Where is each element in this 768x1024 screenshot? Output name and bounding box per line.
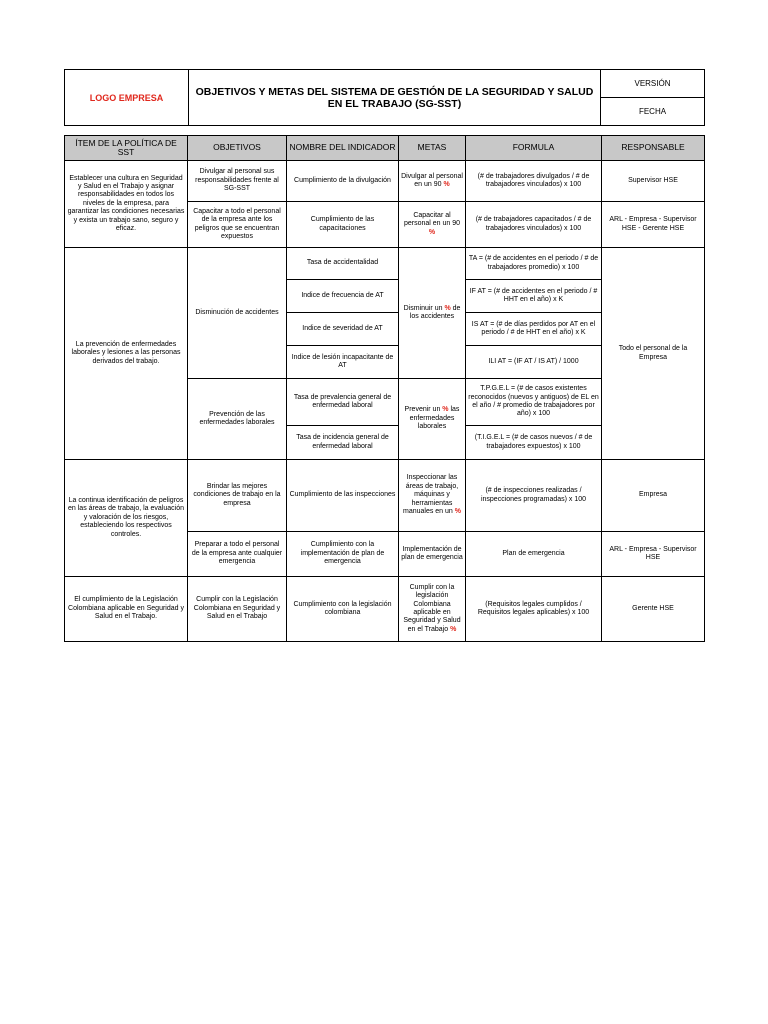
objective-cell: Divulgar al personal sus responsabilidades frente al SG-SST (188, 161, 287, 202)
formula-cell: (# de trabajadores capacitados / # de trabajadores vinculados) x 100 (466, 202, 602, 248)
table-row (65, 460, 705, 532)
percent-mark: % (450, 625, 457, 633)
indicator-cell: Cumplimiento con la implementación de plan de emergencia (287, 532, 399, 577)
goal-text-suffix: las enfermedades laborales (409, 406, 460, 431)
logo-placeholder: LOGO EMPRESA (65, 70, 189, 126)
indicator-cell: Cumplimiento de la divulgación (287, 161, 399, 202)
goal-cell (399, 379, 466, 460)
indicator-cell: Cumplimiento de las inspecciones (287, 460, 399, 532)
objectives-table (64, 135, 705, 642)
indicator-cell: Tasa de prevalencia general de enfermedad laboral (287, 379, 399, 426)
column-header-metas: METAS (399, 136, 466, 161)
formula-cell: ILI AT = (IF AT / IS AT) / 1000 (466, 346, 602, 379)
formula-cell: T.P.G.E.L = (# de casos existentes reconocidos (nuevos y antiguos) de EL en el año / # promedio de trabajadores por año) x 100 (466, 379, 602, 426)
goal-text-suffix: de los accidentes (409, 304, 461, 320)
document-header (64, 69, 705, 126)
formula-cell: (# de inspecciones realizadas / inspecciones programadas) x 100 (466, 460, 602, 532)
formula-cell: (T.I.G.E.L = (# de casos nuevos / # de trabajadores expuestos) x 100 (466, 426, 602, 460)
goal-text: Inspeccionar las áreas de trabajo, máquinas y herramientas manuales en un (402, 474, 459, 516)
responsible-cell: ARL - Empresa - Supervisor HSE - Gerente HSE (602, 202, 705, 248)
indicator-cell: Indice de frecuencia de AT (287, 280, 399, 313)
column-header-objetivos: OBJETIVOS (188, 136, 287, 161)
formula-cell: TA = (# de accidentes en el periodo / # de trabajadores promedio) x 100 (466, 248, 602, 280)
goal-cell (399, 577, 466, 642)
responsible-cell: Supervisor HSE (602, 161, 705, 202)
version-label: VERSIÓN (601, 70, 705, 98)
goal-text: Divulgar al personal en un 90 (401, 172, 463, 188)
indicator-cell: Tasa de incidencia general de enfermedad laboral (287, 426, 399, 460)
formula-cell: Plan de emergencia (466, 532, 602, 577)
formula-cell: IF AT = (# de accidentes en el periodo / # HHT en el año) x K (466, 280, 602, 313)
document-title: OBJETIVOS Y METAS DEL SISTEMA DE GESTIÓN DE LA SEGURIDAD Y SALUD EN EL TRABAJO (SG-SST) (189, 70, 601, 126)
goal-cell (399, 202, 466, 248)
indicator-cell: Cumplimiento con la legislación colombiana (287, 577, 399, 642)
policy-item-cell: La prevención de enfermedades laborales y lesiones a las personas derivados del trabajo. (65, 248, 188, 460)
policy-item-cell: El cumplimiento de la Legislación Colombiana aplicable en Seguridad y Salud en el Trabajo. (65, 577, 188, 642)
objective-cell: Capacitar a todo el personal de la empresa ante los peligros que se encuentran expuestos (188, 202, 287, 248)
formula-cell: (# de trabajadores divulgados / # de trabajadores vinculados) x 100 (466, 161, 602, 202)
goal-text: Prevenir un (404, 406, 441, 414)
goal-cell (399, 161, 466, 202)
table-header-row (65, 136, 705, 161)
responsible-cell: Gerente HSE (602, 577, 705, 642)
responsible-cell: Todo el personal de la Empresa (602, 248, 705, 460)
percent-mark: % (442, 406, 449, 414)
table-row (65, 161, 705, 202)
percent-mark: % (443, 181, 450, 188)
objective-cell: Disminución de accidentes (188, 248, 287, 379)
policy-item-cell: Establecer una cultura en Seguridad y Salud en el Trabajo y asignar responsabilidades en todos los niveles de la empresa, para garantizar las condiciones necesarias y exista un trabajo sano, seguro y eficaz. (65, 161, 188, 248)
column-header-indicador: NOMBRE DEL INDICADOR (287, 136, 399, 161)
responsible-cell: ARL - Empresa - Supervisor HSE (602, 532, 705, 577)
date-label: FECHA (601, 98, 705, 126)
indicator-cell: Indice de severidad de AT (287, 313, 399, 346)
column-header-formula: FORMULA (466, 136, 602, 161)
percent-mark: % (444, 304, 451, 312)
percent-mark: % (454, 508, 461, 516)
indicator-cell: Indice de lesión incapacitante de AT (287, 346, 399, 379)
percent-mark: % (428, 228, 436, 236)
goal-text: Disminuir un (403, 304, 443, 312)
responsible-cell: Empresa (602, 460, 705, 532)
formula-cell: IS AT = (# de días perdidos por AT en el periodo / # de HHT en el año) x K (466, 313, 602, 346)
goal-text: Cumplir con la legislación Colombiana aplicable en Seguridad y Salud en el Trabajo (403, 583, 461, 633)
objective-cell: Prevención de las enfermedades laborales (188, 379, 287, 460)
table-row (65, 577, 705, 642)
formula-cell: (Requisitos legales cumplidos / Requisitos legales aplicables) x 100 (466, 577, 602, 642)
goal-cell (399, 248, 466, 379)
column-header-item: ÍTEM DE LA POLÍTICA DE SST (65, 136, 188, 161)
goal-cell: Implementación de plan de emergencia (399, 532, 466, 577)
policy-item-cell: La continua identificación de peligros en las áreas de trabajo, la evaluación y valoración de los riesgos, estableciendo los respectivos controles. (65, 460, 188, 577)
indicator-cell: Cumplimiento de las capacitaciones (287, 202, 399, 248)
objective-cell: Preparar a todo el personal de la empresa ante cualquier emergencia (188, 532, 287, 577)
column-header-responsable: RESPONSABLE (602, 136, 705, 161)
indicator-cell: Tasa de accidentalidad (287, 248, 399, 280)
objective-cell: Cumplir con la Legislación Colombiana en Seguridad y Salud en el Trabajo (188, 577, 287, 642)
goal-cell (399, 460, 466, 532)
goal-text: Capacitar al personal en un 90 (403, 211, 461, 228)
table-row (65, 248, 705, 280)
objective-cell: Brindar las mejores condiciones de trabajo en la empresa (188, 460, 287, 532)
